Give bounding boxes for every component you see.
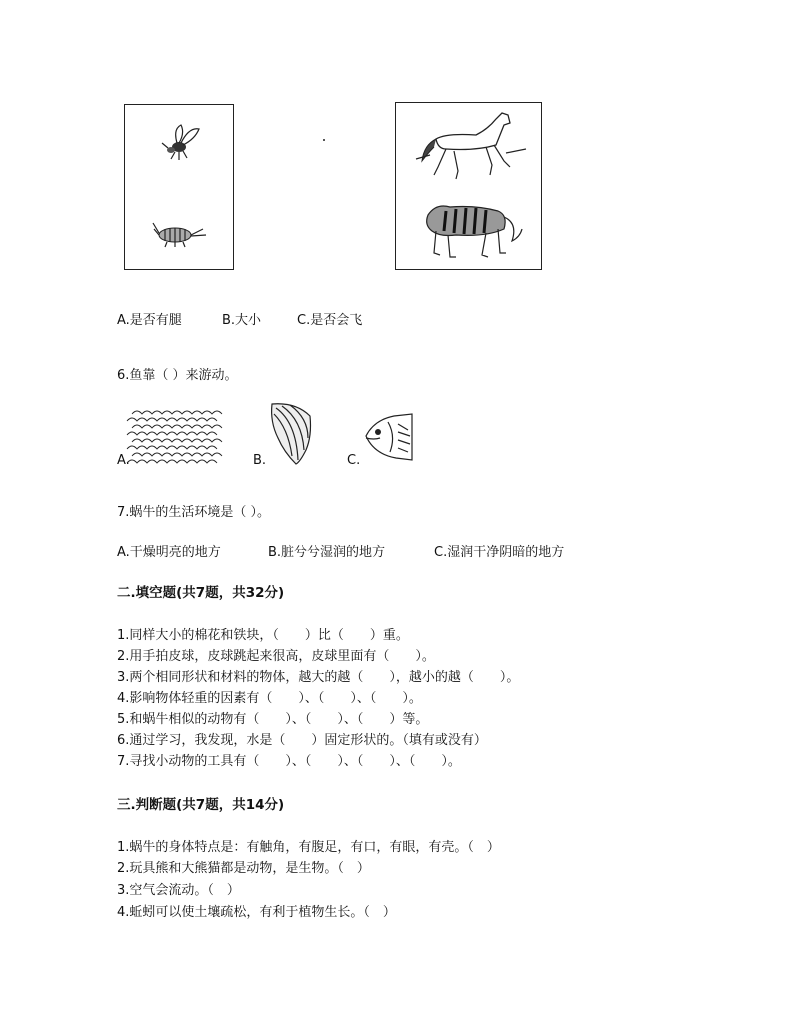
q7-option-c[interactable]: C.湿润干净阴暗的地方	[434, 545, 565, 560]
q5-option-a[interactable]: A.是否有腿	[117, 313, 182, 328]
fish-head-icon	[364, 410, 412, 462]
section2-item-7: 7.寻找小动物的工具有（ ）、（ ）、（ ）、（ ）。	[117, 754, 461, 769]
fish-fin-icon	[266, 402, 316, 466]
section2-item-1: 1.同样大小的棉花和铁块，（ ）比（ ）重。	[117, 628, 409, 643]
q6-option-b-label[interactable]: B.	[253, 453, 267, 468]
section2-item-4: 4.影响物体轻重的因素有（ ）、（ ）、（ ）。	[117, 691, 422, 706]
pill-bug-icon	[151, 217, 211, 249]
section2-item-3: 3.两个相同形状和材料的物体，越大的越（ ），越小的越（ ）。	[117, 670, 520, 685]
image-frame-left	[124, 104, 234, 270]
q7-question: 7.蜗牛的生活环境是（ ）。	[117, 505, 271, 520]
section2-item-6: 6.通过学习，我发现，水是（ ）固定形状的。（填有或没有）	[117, 733, 487, 748]
q6-option-a-label[interactable]: A.	[117, 453, 130, 468]
section3-item-1: 1.蜗牛的身体特点是：有触角，有腹足，有口，有眼，有壳。（ ）	[117, 840, 500, 855]
section2-item-5: 5.和蜗牛相似的动物有（ ）、（ ）、（ ）等。	[117, 712, 429, 727]
section3-item-3: 3.空气会流动。（ ）	[117, 883, 240, 898]
q5-option-b[interactable]: B.大小	[222, 313, 262, 328]
section2-heading: 二.填空题(共7题，共32分)	[117, 585, 285, 601]
image-frame-right	[395, 102, 542, 270]
section3-heading: 三.判断题(共7题，共14分)	[117, 797, 285, 813]
section2-item-2: 2.用手拍皮球，皮球跳起来很高，皮球里面有（ ）。	[117, 649, 435, 664]
section3-item-4: 4.蚯蚓可以使土壤疏松，有利于植物生长。（ ）	[117, 905, 396, 920]
section3-item-2: 2.玩具熊和大熊猫都是动物，是生物。（ ）	[117, 861, 370, 876]
q6-option-c-label[interactable]: C.	[347, 453, 361, 468]
q5-option-c[interactable]: C.是否会飞	[297, 313, 363, 328]
tiger-icon	[416, 197, 526, 267]
bee-icon	[159, 123, 203, 163]
fish-scales-icon	[132, 408, 217, 466]
q7-option-a[interactable]: A.干燥明亮的地方	[117, 545, 221, 560]
q6-question: 6.鱼靠（ ）来游动。	[117, 368, 238, 383]
dot-mark	[323, 139, 325, 141]
q7-option-b[interactable]: B.脏兮兮湿润的地方	[268, 545, 386, 560]
horse-icon	[416, 109, 528, 181]
